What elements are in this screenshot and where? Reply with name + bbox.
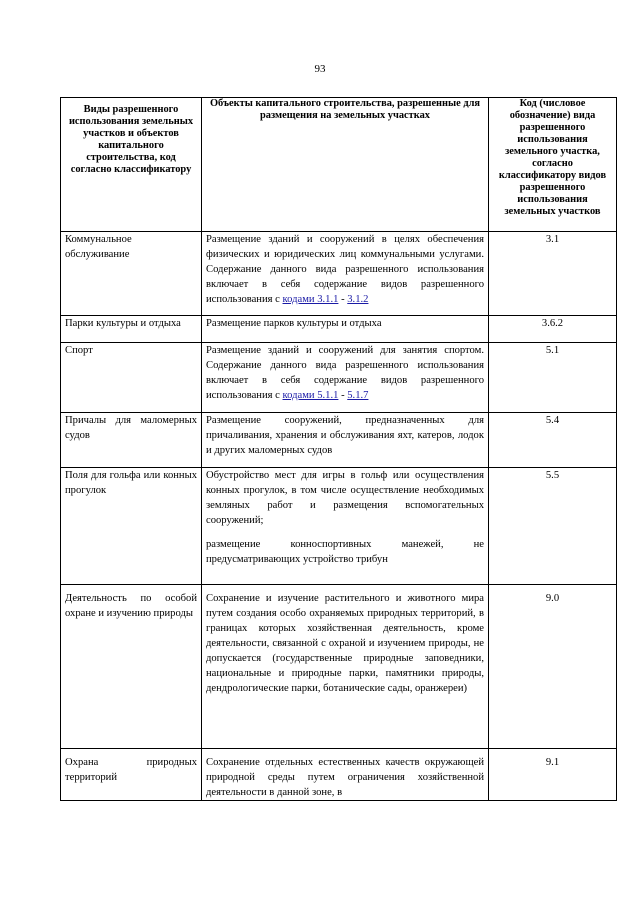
use-type-cell: Деятельность по особой охране и изучению природы [61,585,202,749]
description-cell: Размещение сооружений, предназначенных для причаливания, хранения и обслуживания яхт, катеров, лодок и других маломерных судов [202,413,489,468]
description-cell [202,343,489,413]
header-objects: Объекты капитального строительства, разрешенные для размещения на земельных участках [202,98,489,232]
code-cell: 5.1 [489,343,617,413]
codes-link-from[interactable]: кодами 5.1.1 [282,390,339,401]
use-type-cell: Парки культуры и отдыха [61,316,202,343]
table-row [61,749,617,801]
use-type-cell: Спорт [61,343,202,413]
description-paragraph: Обустройство мест для игры в гольф или осуществления конных прогулок, в том числе осуществление необходимых земляных работ и размещения вспомогательных сооружений; [206,470,484,526]
code-cell: 3.6.2 [489,316,617,343]
description-text: Размещение зданий и сооружений для занятия спортом. Содержание данного вида разрешенного использования включает в себя содержание видов разрешенного использования с [206,345,484,401]
table-row [61,232,617,316]
table-header-row [61,98,617,232]
range-separator: - [338,294,348,305]
table-row [61,413,617,468]
table-row [61,585,617,749]
use-type-cell: Причалы для маломерных судов [61,413,202,468]
description-cell: Размещение парков культуры и отдыха [202,316,489,343]
code-cell: 9.1 [489,749,617,801]
code-cell: 9.0 [489,585,617,749]
code-cell: 3.1 [489,232,617,316]
range-separator: - [338,390,348,401]
description-cell: Сохранение и изучение растительного и животного мира путем создания особо охраняемых природных территорий, в границах которых хозяйственная деятельность, кроме деятельности, связанной с охраной и изучением природы, не допускается (государственные природные заповедники, национальные и природные парки, памятники природы, дендрологические парки, ботанические сады, оранжереи) [202,585,489,749]
description-cell [202,232,489,316]
description-text: Размещение зданий и сооружений в целях обеспечения физических и юридических лиц коммунальными услугами. Содержание данного вида разрешенного использования включает в себя содержание видов разрешенного использования с [206,234,484,305]
table-row [61,316,617,343]
code-cell: 5.4 [489,413,617,468]
header-use-types: Виды разрешенного использования земельных участков и объектов капитального строительства, код согласно классификатору [61,98,202,232]
description-cell [202,468,489,585]
use-type-cell: Поля для гольфа или конных прогулок [61,468,202,585]
header-code: Код (числовое обозначение) вида разрешенного использования земельного участка, согласно классификатору видов разрешенного использования земельных участков [489,98,617,232]
codes-link-from[interactable]: кодами 3.1.1 [282,294,339,305]
table-row [61,468,617,585]
description-cell: Сохранение отдельных естественных качеств окружающей природной среды путем ограничения хозяйственной деятельности в данной зоне, в [202,749,489,801]
page-number: 93 [314,63,326,75]
use-type-cell: Коммунальное обслуживание [61,232,202,316]
description-paragraph: размещение конноспортивных манежей, не предусматривающих устройство трибун [206,539,484,565]
use-type-cell: Охрана природных территорий [61,749,202,801]
table-row [61,343,617,413]
land-use-table [60,97,617,801]
codes-link-to[interactable]: 5.1.7 [347,390,369,401]
codes-link-to[interactable]: 3.1.2 [347,294,369,305]
code-cell: 5.5 [489,468,617,585]
